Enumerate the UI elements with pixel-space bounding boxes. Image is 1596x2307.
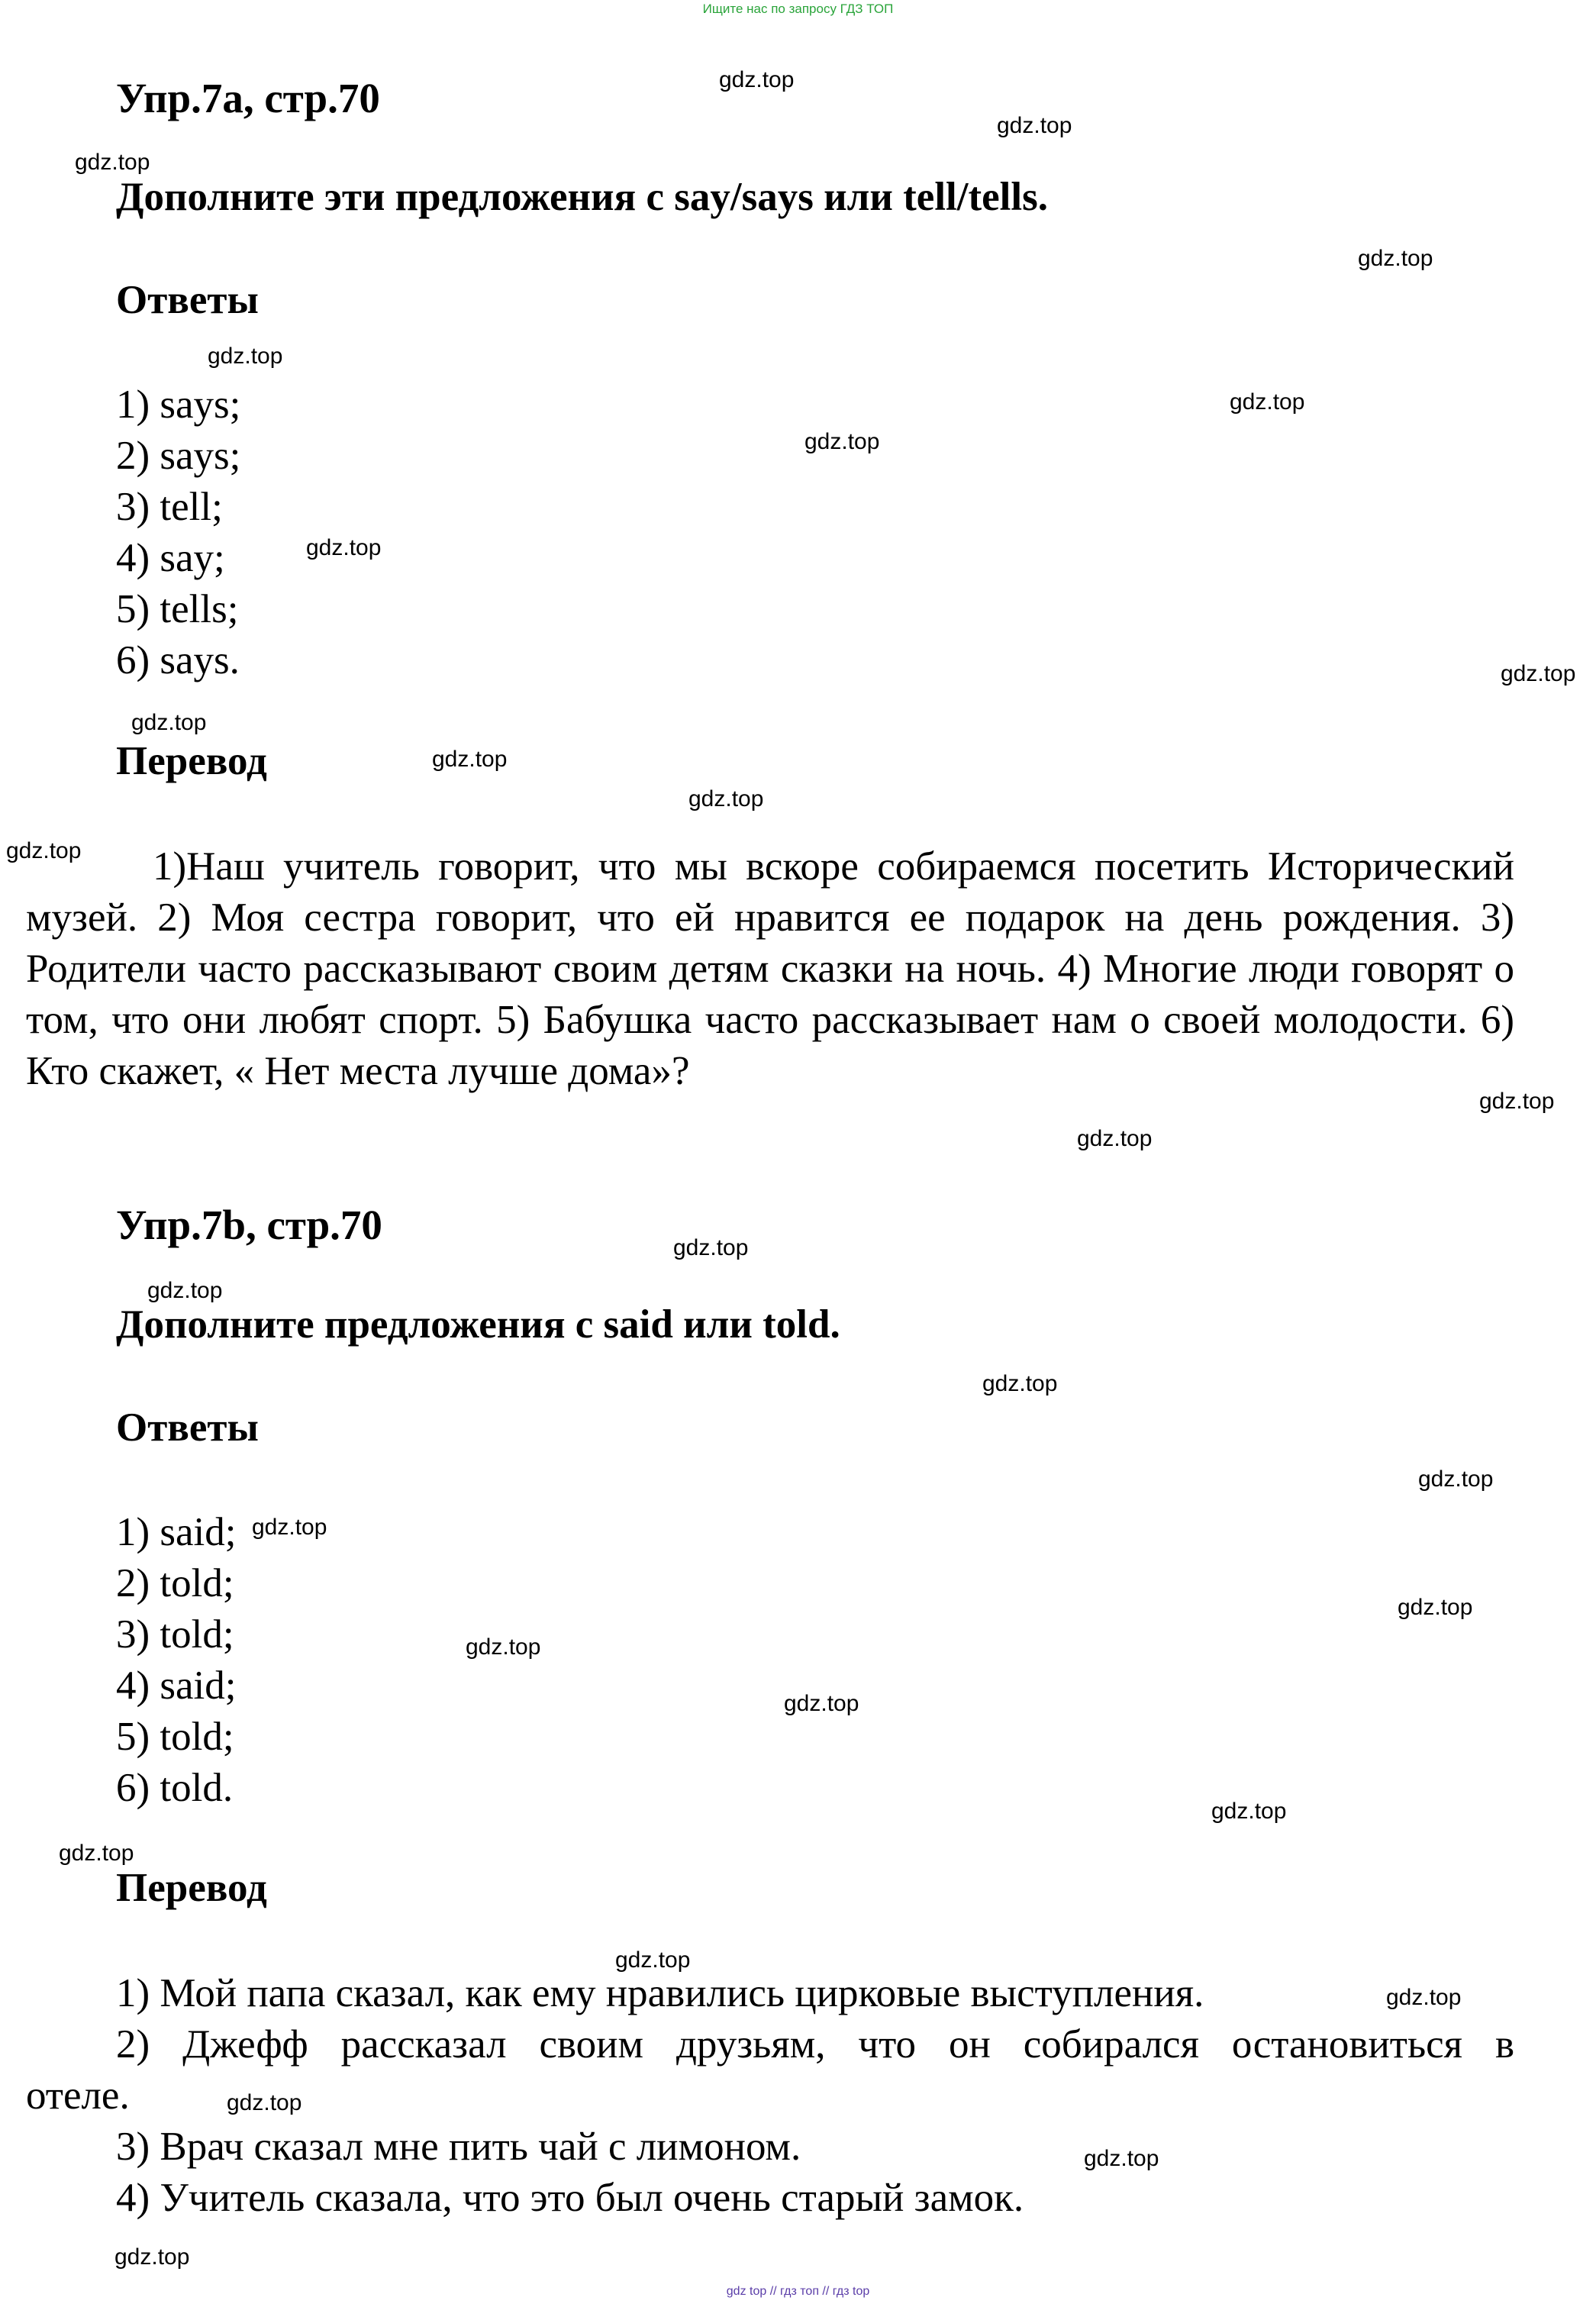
translation-line: 4) Учитель сказала, что это был очень старый замок. bbox=[116, 2176, 1024, 2220]
watermark: gdz.top bbox=[1418, 1466, 1494, 1492]
watermark: gdz.top bbox=[131, 710, 207, 735]
watermark: gdz.top bbox=[147, 1278, 223, 1303]
watermark: gdz.top bbox=[673, 1235, 749, 1260]
watermark: gdz.top bbox=[1230, 389, 1305, 415]
exercise-7b-title: Упр.7b, стр.70 bbox=[116, 1202, 382, 1248]
translation-line: 3) Врач сказал мне пить чай с лимоном. bbox=[116, 2125, 801, 2169]
answer-item: 3) told; bbox=[116, 1612, 234, 1657]
exercise-7a-translation: 1)Наш учитель говорит, что мы вскоре собираемся посетить Исторический музей. 2) Моя сестра говорит, что ей нравится ее подарок на день рождения. 3) Родители часто рассказывают своим детям сказки на ночь. 4) Многие люди говорят о том, что они любят спорт. 5) Бабушка часто рассказывает нам о своей молодости. 6) Кто скажет, « Нет места лучше дома»? bbox=[26, 844, 1514, 1093]
exercise-7b-answers-list bbox=[116, 1507, 237, 1814]
top-banner: Ищите нас по запросу ГДЗ ТОП bbox=[702, 2, 894, 16]
translation-line: 2) Джефф рассказал своим друзьям, что он собирался остановиться в bbox=[116, 2022, 1514, 2067]
answer-item: 6) says. bbox=[116, 638, 240, 682]
watermark: gdz.top bbox=[1211, 1799, 1287, 1824]
answer-item: 4) said; bbox=[116, 1663, 237, 1708]
answer-item: 5) tells; bbox=[116, 587, 239, 631]
watermark: gdz.top bbox=[1084, 2146, 1159, 2171]
bottom-banner: gdz top // гдз топ // гдз top bbox=[726, 2285, 870, 2298]
watermark: gdz.top bbox=[6, 838, 82, 863]
watermark: gdz.top bbox=[997, 113, 1072, 138]
translation-line: отеле. bbox=[26, 2073, 130, 2118]
watermark: gdz.top bbox=[75, 150, 150, 175]
answer-item: 6) told. bbox=[116, 1766, 234, 1810]
watermark: gdz.top bbox=[1358, 246, 1433, 271]
watermark: gdz.top bbox=[227, 2090, 302, 2115]
exercise-7b-answers-heading: Ответы bbox=[116, 1405, 259, 1450]
answer-item: 2) told; bbox=[116, 1561, 234, 1605]
watermark: gdz.top bbox=[1501, 661, 1576, 686]
watermark: gdz.top bbox=[719, 67, 795, 92]
watermark: gdz.top bbox=[982, 1371, 1058, 1396]
translation-line: 1) Мой папа сказал, как ему нравились цирковые выступления. bbox=[116, 1971, 1204, 2015]
watermark: gdz.top bbox=[59, 1841, 134, 1866]
watermark: gdz.top bbox=[688, 786, 764, 811]
watermark: gdz.top bbox=[1077, 1126, 1153, 1151]
watermark: gdz.top bbox=[466, 1634, 541, 1660]
watermark: gdz.top bbox=[1479, 1089, 1555, 1114]
watermark: gdz.top bbox=[306, 535, 382, 560]
watermark: gdz.top bbox=[804, 429, 880, 454]
exercise-7a-translation-heading: Перевод bbox=[116, 739, 267, 783]
watermark: gdz.top bbox=[208, 344, 283, 369]
answer-item: 1) says; bbox=[116, 382, 241, 427]
watermark: gdz.top bbox=[432, 747, 508, 772]
watermark: gdz.top bbox=[784, 1691, 859, 1716]
answer-item: 1) said; bbox=[116, 1510, 237, 1554]
watermark: gdz.top bbox=[615, 1947, 691, 1973]
watermark: gdz.top bbox=[1398, 1595, 1473, 1620]
answer-item: 4) say; bbox=[116, 536, 225, 580]
exercise-7a-answers-heading: Ответы bbox=[116, 278, 259, 322]
watermark: gdz.top bbox=[252, 1515, 327, 1540]
exercise-7a-answers-list bbox=[116, 379, 240, 686]
exercise-7b-task: Дополните предложения с said или told. bbox=[116, 1302, 840, 1347]
watermark: gdz.top bbox=[114, 2244, 190, 2270]
answer-item: 3) tell; bbox=[116, 485, 223, 529]
exercise-7a-title: Упр.7a, стр.70 bbox=[116, 75, 380, 121]
answer-item: 5) told; bbox=[116, 1715, 234, 1759]
watermark: gdz.top bbox=[1386, 1985, 1462, 2010]
exercise-7b-translation-heading: Перевод bbox=[116, 1866, 267, 1910]
exercise-7a-task: Дополните эти предложения с say/says или tell/tells. bbox=[116, 175, 1048, 219]
answer-item: 2) says; bbox=[116, 434, 241, 478]
